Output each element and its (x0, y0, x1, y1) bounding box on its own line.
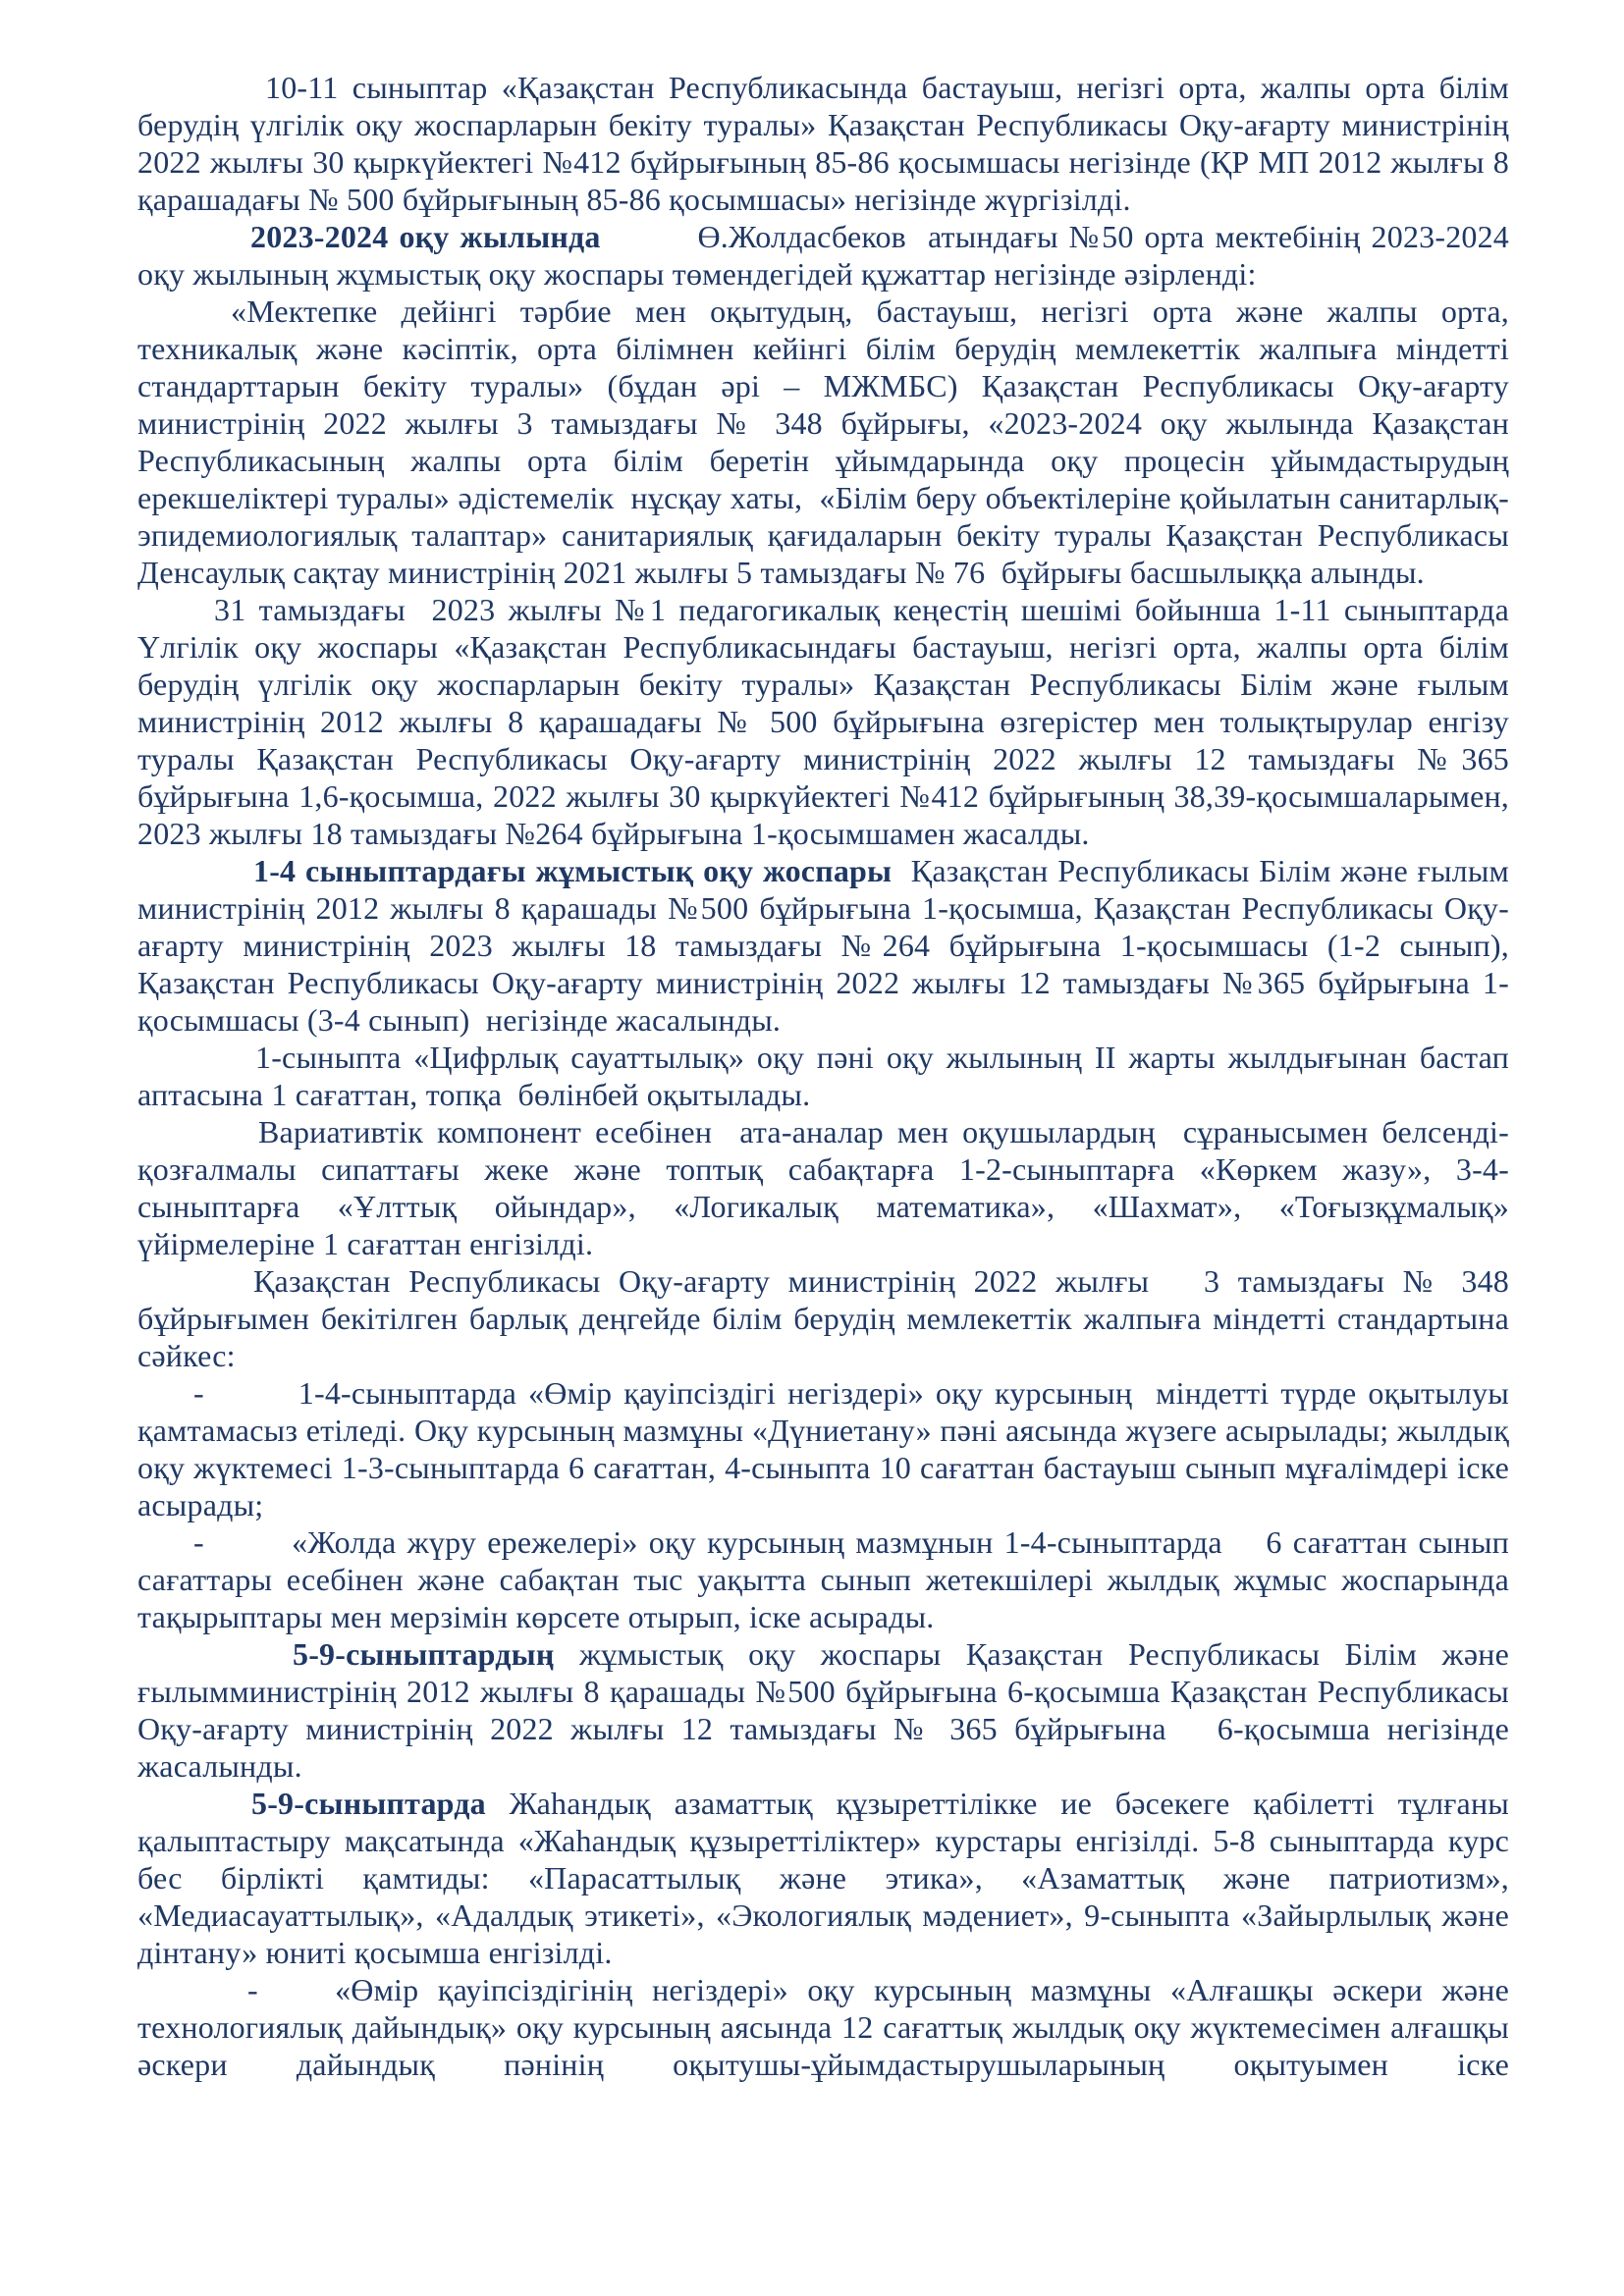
paragraph (137, 218, 1509, 293)
document-body (137, 69, 1509, 2083)
paragraph (137, 1635, 1509, 1785)
text-run: Қазақстан Республикасы Оқу-ағарту министрінің 2022 жылғы 3 тамыздағы № 348 бұйрығымен бекітілген барлық деңгейде білім берудің мемлекеттік жалпыға міндетті стандартына сәйкес: (137, 1263, 1509, 1373)
text-run: Вариативтік компонент есебінен ата-аналар мен оқушылардың сұранысымен белсенді-қозғалмалы сипаттағы жеке және топтық сабақтарға 1-2-сыныптарға «Көркем жазу», 3-4-сыныптарға «Ұлттық ойындар», «Логикалық математика», «Шахмат», «Тоғызқұмалық» үйірмелеріне 1 сағаттан енгізілді. (137, 1114, 1509, 1261)
text-run: Жаһандық азаматтық құзыреттілікке ие бәсекеге қабілетті тұлғаны қалыптастыру мақсатында «Жаһандық құзыреттіліктер» курстары енгізілді. 5-8 сыныптарда курс бес бірлікті қамтиды: «Парасаттылық және этика», «Азаматтық және патриотизм», «Медиасауаттылық», «Адалдық этикеті», «Экологиялық мәдениет», 9-сыныпта «Зайырлылық және дінтану» юниті қосымша енгізілді. (137, 1786, 1509, 1970)
text-run-bold: 5-9-сыныптардың (293, 1636, 555, 1672)
paragraph (137, 852, 1509, 1039)
text-run: - «Жолда жүру ережелері» оқу курсының мазмұнын 1-4-сыныптарда 6 сағаттан сынып сағаттары есебінен және сабақтан тыс уақытта сынып жетекшілері жылдық жұмыс жоспарында тақырыптары мен мерзімін көрсете отырып, іске асырады. (137, 1524, 1509, 1634)
paragraph (137, 591, 1509, 852)
paragraph (137, 293, 1509, 591)
text-run-bold: 2023-2024 оқу жылында (250, 219, 601, 254)
text-run: 10-11 сыныптар «Қазақстан Республикасында бастауыш, негізгі орта, жалпы орта білім берудің үлгілік оқу жоспарларын бекіту туралы» Қазақстан Республикасы Оқу-ағарту министрінің 2022 жылғы 30 қыркүйектегі №412 бұйрығының 85-86 қосымшасы негізінде (ҚР МП 2012 жылғы 8 қарашадағы № 500 бұйрығының 85-86 қосымшасы» негізінде жүргізілді. (137, 70, 1509, 217)
paragraph (137, 1785, 1509, 1971)
paragraph (137, 1113, 1509, 1262)
text-run: Ө.Жолдасбеков атындағы №50 орта мектебінің 2023-2024 оқу жылының жұмыстық оқу жоспары төмендегідей құжаттар негізінде әзірленді: (137, 219, 1509, 292)
paragraph (137, 69, 1509, 218)
text-run: - «Өмір қауіпсіздігінің негіздері» оқу курсының мазмұны «Алғашқы әскери және технологиялық дайындық» оқу курсының аясында 12 сағаттық жылдық оқу жүктемесімен алғашқы әскери дайындық пәнінің оқытушы-ұйымдастырушыларының оқытуымен іске (137, 1972, 1509, 2082)
text-run: жұмыстық оқу жоспары Қазақстан Республикасы Білім және ғылымминистрінің 2012 жылғы 8 қарашады №500 бұйрығына 6-қосымша Қазақстан Республикасы Оқу-ағарту министрінің 2022 жылғы 12 тамыздағы № 365 бұйрығына 6-қосымша негізінде жасалынды. (137, 1636, 1509, 1784)
text-run: Қазақстан Республикасы Білім және ғылым министрінің 2012 жылғы 8 қарашады №500 бұйрығына 1-қосымша, Қазақстан Республикасы Оқу-ағарту министрінің 2023 жылғы 18 тамыздағы №264 бұйрығына 1-қосымшасы (1-2 сынып), Қазақстан Республикасы Оқу-ағарту министрінің 2022 жылғы 12 тамыздағы №365 бұйрығына 1-қосымшасы (3-4 сынып) негізінде жасалынды. (137, 853, 1509, 1038)
text-run-bold: 1-4 сыныптардағы жұмыстық оқу жоспары (253, 853, 893, 888)
paragraph (137, 1039, 1509, 1113)
text-run: «Мектепке дейінгі тәрбие мен оқытудың, бастауыш, негізгі орта және жалпы орта, техникалық және кәсіптік, орта білімнен кейінгі білім берудің мемлекеттік жалпыға міндетті стандарттарын бекіту туралы» (бұдан әрі – МЖМБС) Қазақстан Республикасы Оқу-ағарту министрінің 2022 жылғы 3 тамыздағы № 348 бұйрығы, «2023-2024 оқу жылында Қазақстан Республикасының жалпы орта білім беретін ұйымдарында оқу процесін ұйымдастырудың ерекшеліктері туралы» әдістемелік нұсқау хаты, «Білім беру объектілеріне қойылатын санитарлық-эпидемиологиялық талаптар» санитариялық қағидаларын бекіту туралы Қазақстан Республикасы Денсаулық сақтау министрінің 2021 жылғы 5 тамыздағы № 76 бұйрығы басшылыққа алынды. (137, 294, 1509, 590)
paragraph (137, 1971, 1509, 2083)
paragraph (137, 1523, 1509, 1635)
text-run: - 1-4-сыныптарда «Өмір қауіпсіздігі негіздері» оқу курсының міндетті түрде оқытылуы қамтамасыз етіледі. Оқу курсының мазмұны «Дүниетану» пәні аясында жүзеге асырылады; жылдық оқу жүктемесі 1-3-сыныптарда 6 сағаттан, 4-сыныпта 10 сағаттан бастауыш сынып мұғалімдері іске асырады; (137, 1375, 1509, 1522)
paragraph (137, 1262, 1509, 1374)
paragraph (137, 1374, 1509, 1523)
text-run: 31 тамыздағы 2023 жылғы №1 педагогикалық кеңестің шешімі бойынша 1-11 сыныптарда Үлгілік оқу жоспары «Қазақстан Республикасындағы бастауыш, негізгі орта, жалпы орта білім берудің үлгілік оқу жоспарларын бекіту туралы» Қазақстан Республикасы Білім және ғылым министрінің 2012 жылғы 8 қарашадағы № 500 бұйрығына өзгерістер мен толықтырулар енгізу туралы Қазақстан Республикасы Оқу-ағарту министрінің 2022 жылғы 12 тамыздағы №365 бұйрығына 1,6-қосымша, 2022 жылғы 30 қыркүйектегі №412 бұйрығының 38,39-қосымшаларымен, 2023 жылғы 18 тамыздағы №264 бұйрығына 1-қосымшамен жасалды. (137, 592, 1509, 851)
text-run-bold: 5-9-сыныптарда (251, 1786, 486, 1821)
text-run: 1-сыныпта «Цифрлық сауаттылық» оқу пәні оқу жылының II жарты жылдығынан бастап аптасына 1 сағаттан, топқа бөлінбей оқытылады. (137, 1040, 1509, 1112)
